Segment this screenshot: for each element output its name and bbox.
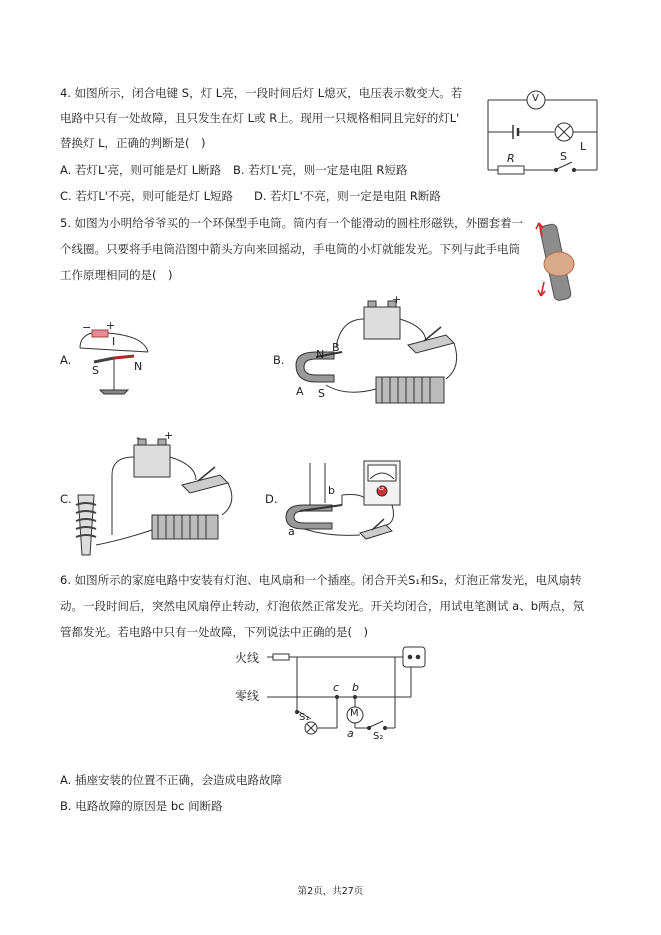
- q5-option-c-figure: [72, 429, 242, 557]
- option-a-minus-label: −: [82, 321, 92, 334]
- q6-line2: 动。一段时间后，突然电风扇停止转动，灯泡依然正常发光。开关均闭合，用试电笔测试 a、b两点，氖: [60, 599, 584, 613]
- q6-option-a: A. 插座安装的位置不正确，会造成电路故障: [60, 773, 282, 787]
- q5-option-b-figure: [286, 293, 466, 415]
- q5-option-b-letter: B.: [273, 353, 285, 367]
- q4-circuit-diagram: [480, 85, 605, 180]
- neutral-wire-label: 零线: [235, 689, 260, 703]
- q6-household-circuit-diagram: [233, 645, 438, 745]
- flashlight-hand-image: [533, 218, 581, 306]
- q5-option-a-figure: [72, 318, 154, 398]
- option-a-plus-label: +: [106, 319, 116, 332]
- option-c-plus-label: +: [164, 429, 174, 442]
- switch-s1-label: S₁: [299, 712, 310, 723]
- motor-label: M: [350, 708, 359, 719]
- resistor-label: R: [507, 152, 515, 165]
- option-b-s-label: S: [318, 387, 325, 400]
- voltmeter-label: V: [532, 93, 539, 104]
- switch-s2-label: S₂: [373, 731, 384, 742]
- q5-line2: 个线圈。只要将手电筒沿图中箭头方向来回摇动，手电筒的小灯就能发光。下列与此手电筒: [60, 242, 520, 256]
- q4-line2: 电路中只有一处故障，且只发生在灯 L或 R上。现用一只规格相同且完好的灯L': [60, 111, 460, 125]
- q5-line1: 5. 如图为小明给爷爷买的一个环保型手电筒。筒内有一个能滑动的圆柱形磁铁，外圈套着一: [60, 216, 524, 230]
- option-b-a-label: A: [296, 385, 304, 398]
- q4-option-c: C. 若灯L'不亮，则可能是灯 L短路: [60, 189, 233, 203]
- fuse-icon: [273, 654, 289, 660]
- q6-option-b: B. 电路故障的原因是 bc 间断路: [60, 799, 223, 813]
- option-b-plus-label: +: [392, 293, 402, 306]
- socket-icon: [403, 647, 425, 667]
- switch-label: S: [560, 150, 567, 163]
- q5-option-d-figure: [280, 455, 410, 545]
- q6-line3: 管都发光。若电路中只有一处故障，下列说法中正确的是( ): [60, 625, 368, 639]
- q5-option-a-letter: A.: [60, 353, 72, 367]
- option-a-current-label: I: [112, 335, 116, 348]
- option-a-s-label: S: [92, 364, 99, 377]
- option-d-b-label: b: [328, 484, 335, 497]
- point-a-label: a: [347, 727, 354, 740]
- point-b-label: b: [352, 681, 359, 694]
- live-wire-label: 火线: [235, 651, 260, 665]
- q4-option-d: D. 若灯L'不亮，则一定是电阻 R断路: [254, 189, 441, 203]
- resistor-icon: [498, 166, 524, 174]
- option-d-a-label: a: [288, 525, 295, 538]
- q4-line1: 4. 如图所示，闭合电键 S，灯 L亮，一段时间后灯 L熄灭，电压表示数变大。若: [60, 86, 463, 100]
- q5-line3: 工作原理相同的是( ): [60, 268, 173, 282]
- option-b-b-label: B: [332, 341, 340, 354]
- q5-option-c-letter: C.: [60, 492, 72, 506]
- option-c-minus-label: -: [136, 431, 140, 444]
- q4-option-a: A. 若灯L'亮，则可能是灯 L断路: [60, 163, 222, 177]
- q4-line3: 替换灯 L，正确的判断是( ): [60, 136, 206, 150]
- page-footer: 第2页，共27页: [297, 886, 364, 897]
- lamp-label: L: [580, 140, 587, 153]
- option-b-n-label: N: [316, 348, 325, 361]
- q6-line1: 6. 如图所示的家庭电路中安装有灯泡、电风扇和一个插座。闭合开关S₁和S₂，灯泡正常发光，电风扇转: [60, 573, 582, 587]
- q5-option-d-letter: D.: [265, 492, 278, 506]
- point-c-label: c: [333, 681, 340, 694]
- option-a-n-label: N: [134, 360, 143, 373]
- q4-option-b: B. 若灯L'亮，则一定是电阻 R短路: [233, 163, 408, 177]
- option-d-g-label: G: [378, 483, 385, 492]
